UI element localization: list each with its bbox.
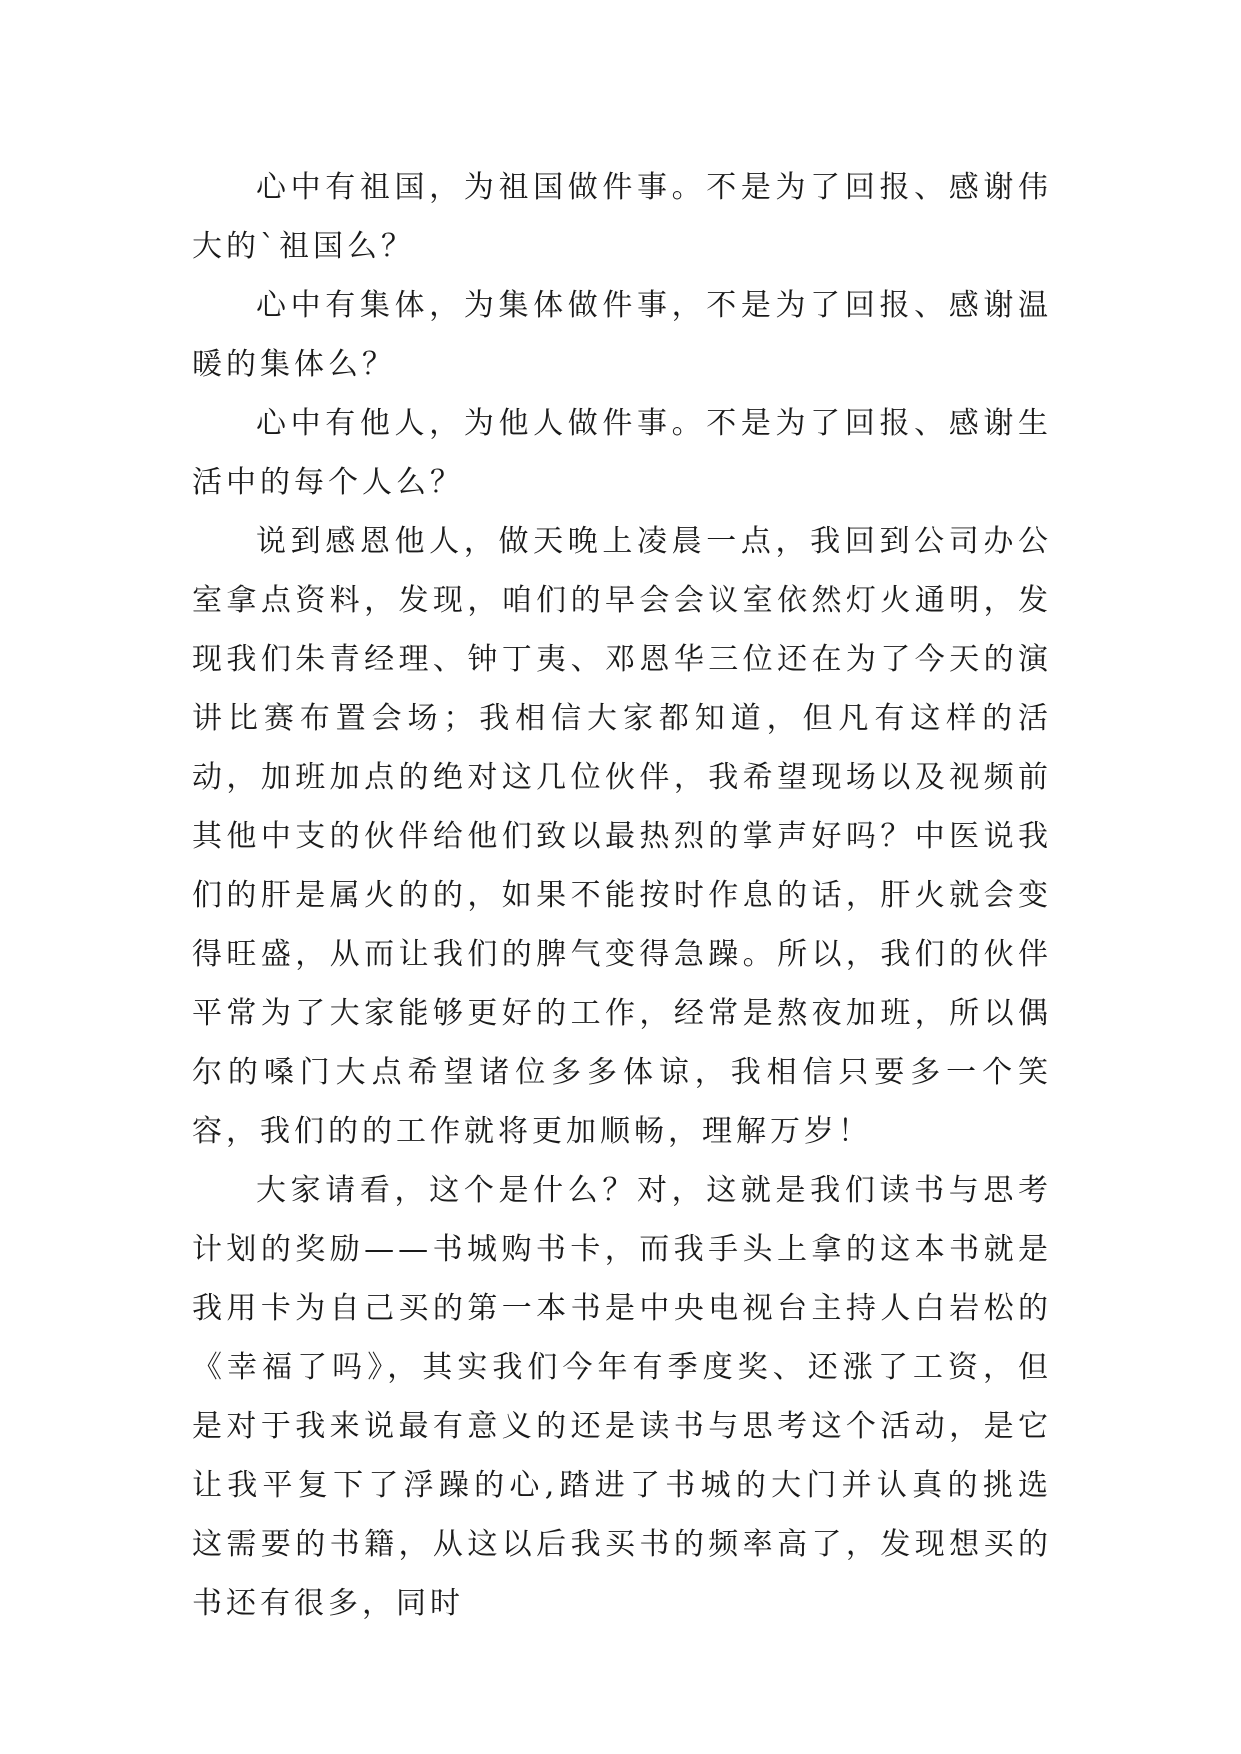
paragraph-motherland: 心中有祖国，为祖国做件事。不是为了回报、感谢伟大的`祖国么？ (192, 170, 1052, 264)
paragraph-gratitude-colleagues: 说到感恩他人，做天晚上凌晨一点，我回到公司办公室拿点资料，发现，咱们的早会会议室依然灯火通明，发现我们朱青经理、钟丁夷、邓恩华三位还在为了今天的演讲比赛布置会场；我相信大家都知道，但凡有这样的活动，加班加点的绝对这几位伙伴，我希望现场以及视频前其他中支的伙伴给他们致以最热烈的掌声好吗？中医说我们的肝是属火的的，如果不能按时作息的话，肝火就会变得旺盛，从而让我们的脾气变得急躁。所以，我们的伙伴平常为了大家能够更好的工作，经常是熬夜加班，所以偶尔的嗓门大点希望诸位多多体谅，我相信只要多一个笑容，我们的的工作就将更加顺畅，理解万岁！ (192, 524, 1052, 1149)
paragraph-reading-plan: 大家请看，这个是什么？对，这就是我们读书与思考计划的奖励——书城购书卡，而我手头上拿的这本书就是我用卡为自己买的第一本书是中央电视台主持人白岩松的《幸福了吗》，其实我们今年有季度奖、还涨了工资，但是对于我来说最有意义的还是读书与思考这个活动，是它让我平复下了浮躁的心,踏进了书城的大门并认真的挑选这需要的书籍，从这以后我买书的频率高了，发现想买的书还有很多，同时 (192, 1173, 1052, 1621)
paragraph-collective: 心中有集体，为集体做件事，不是为了回报、感谢温暖的集体么？ (192, 288, 1052, 382)
document-body (192, 158, 1052, 1633)
paragraph-others: 心中有他人，为他人做件事。不是为了回报、感谢生活中的每个人么？ (192, 406, 1052, 500)
